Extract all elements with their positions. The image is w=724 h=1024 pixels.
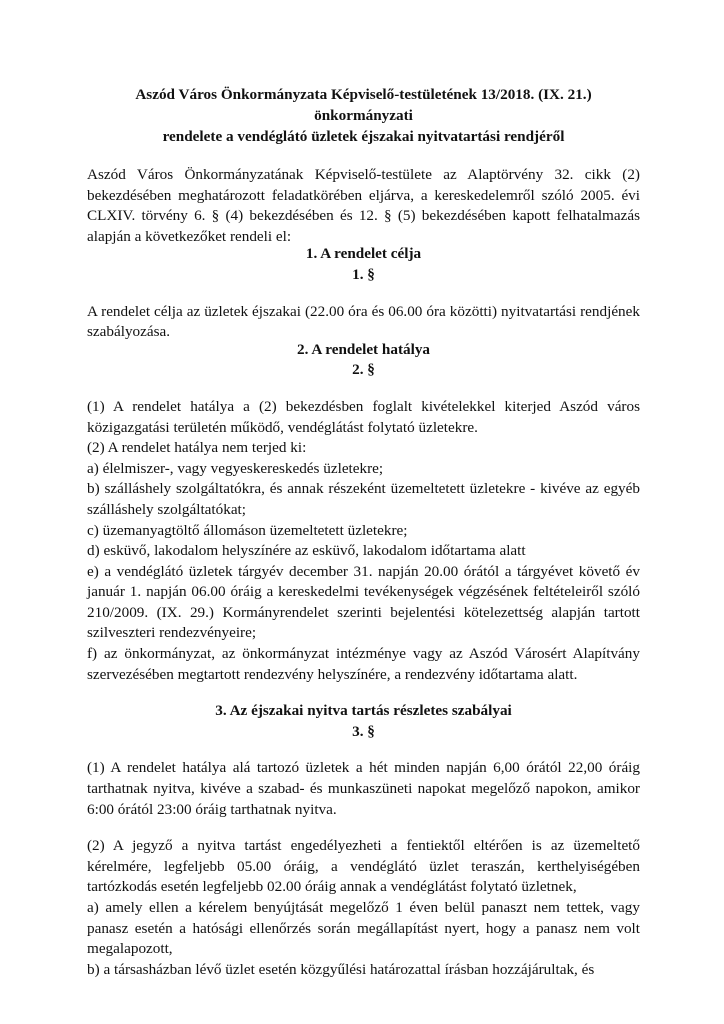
section-2-item-c: c) üzemanyagtöltő állomáson üzemeltetett üzletekre; xyxy=(87,521,408,539)
section-3-heading: 3. Az éjszakai nyitva tartás részletes szabályai xyxy=(215,702,512,720)
title-line-2: rendelete a vendéglátó üzletek éjszakai nyitvatartási rendjéről xyxy=(162,128,565,145)
document-page xyxy=(87,84,640,980)
section-2-sign: 2. § xyxy=(352,361,375,379)
section-2-item-d: d) esküvő, lakodalom helyszínére az esküvő, lakodalom időtartama alatt xyxy=(87,542,526,560)
section-2-paragraph-2: (2) A rendelet hatálya nem terjed ki: xyxy=(87,439,307,457)
section-1-paragraph: A rendelet célja az üzletek éjszakai (22.00 óra és 06.00 óra közötti) nyitvatartási rendjének szabályozása. xyxy=(87,302,640,341)
section-2-item-e: e) a vendéglátó üzletek tárgyév december 31. napján 20.00 órától a tárgyévet követő év január 1. napján 06.00 óráig a kereskedelmi tevékenységek végzésének feltételeiről szóló 210/2009. (IX. 29.) Kormányrendelet szerinti bejelentési kötelezettség alapján tartott szilveszteri rendezvényeire; xyxy=(87,562,640,642)
title-line-1: Aszód Város Önkormányzata Képviselő-testületének 13/2018. (IX. 21.) önkormányzati xyxy=(135,86,592,124)
section-1-heading: 1. A rendelet célja xyxy=(305,245,422,263)
section-1-sign: 1. § xyxy=(352,265,375,283)
section-3-sign: 3. § xyxy=(352,722,375,740)
section-2-item-b: b) szálláshely szolgáltatókra, és annak részeként üzemeltetett üzletekre - kivéve az egyéb szálláshely szolgáltatókat; xyxy=(87,480,640,518)
document-title xyxy=(87,84,640,147)
preamble: Aszód Város Önkormányzatának Képviselő-testülete az Alaptörvény 32. cikk (2) bekezdésében meghatározott feladatkörében eljárva, a kereskedelemről szóló 2005. évi CLXIV. törvény 6. § (4) bekezdésében és 12. § (5) bekezdésében kapott felhatalmazás alapján a következőket rendeli el: xyxy=(87,166,640,245)
section-2-paragraph-1: (1) A rendelet hatálya a (2) bekezdésben foglalt kivételekkel kiterjed Aszód város közigazgatási területén működő, vendéglátást folytató üzletekre. xyxy=(87,397,640,436)
section-3-item-b: b) a társasházban lévő üzlet esetén közgyűlési határozattal írásban hozzájárultak, és xyxy=(87,960,595,978)
section-3-item-a: a) amely ellen a kérelem benyújtását megelőző 1 éven belül panaszt nem tettek, vagy panasz esetén a hatósági ellenőrzés során megállapítást nyert, hogy a panasz nem volt megalapozott, xyxy=(87,899,640,958)
section-3-paragraph-2: (2) A jegyző a nyitva tartást engedélyezheti a fentiektől eltérően is az üzemeltető kérelmére, legfeljebb 05.00 óráig, a vendéglátó üzlet teraszán, kerthelyiségében tartózkodás esetén legfeljebb 02.00 óráig annak a vendéglátást folytató üzletnek, xyxy=(87,837,640,896)
section-2-item-f: f) az önkormányzat, az önkormányzat intézménye vagy az Aszód Városért Alapítvány szervezésében megtartott rendezvény helyszínére, a rendezvény időtartama alatt. xyxy=(87,645,640,683)
section-3-paragraph-1: (1) A rendelet hatálya alá tartozó üzletek a hét minden napján 6,00 órától 22,00 óráig tarthatnak nyitva, kivéve a szabad- és munkaszüneti napokat megelőző napokon, amikor 6:00 órától 23:00 óráig tarthatnak nyitva. xyxy=(87,759,640,818)
section-2-item-a: a) élelmiszer-, vagy vegyeskereskedés üzletekre; xyxy=(87,459,384,477)
section-2-heading: 2. A rendelet hatálya xyxy=(296,340,431,358)
